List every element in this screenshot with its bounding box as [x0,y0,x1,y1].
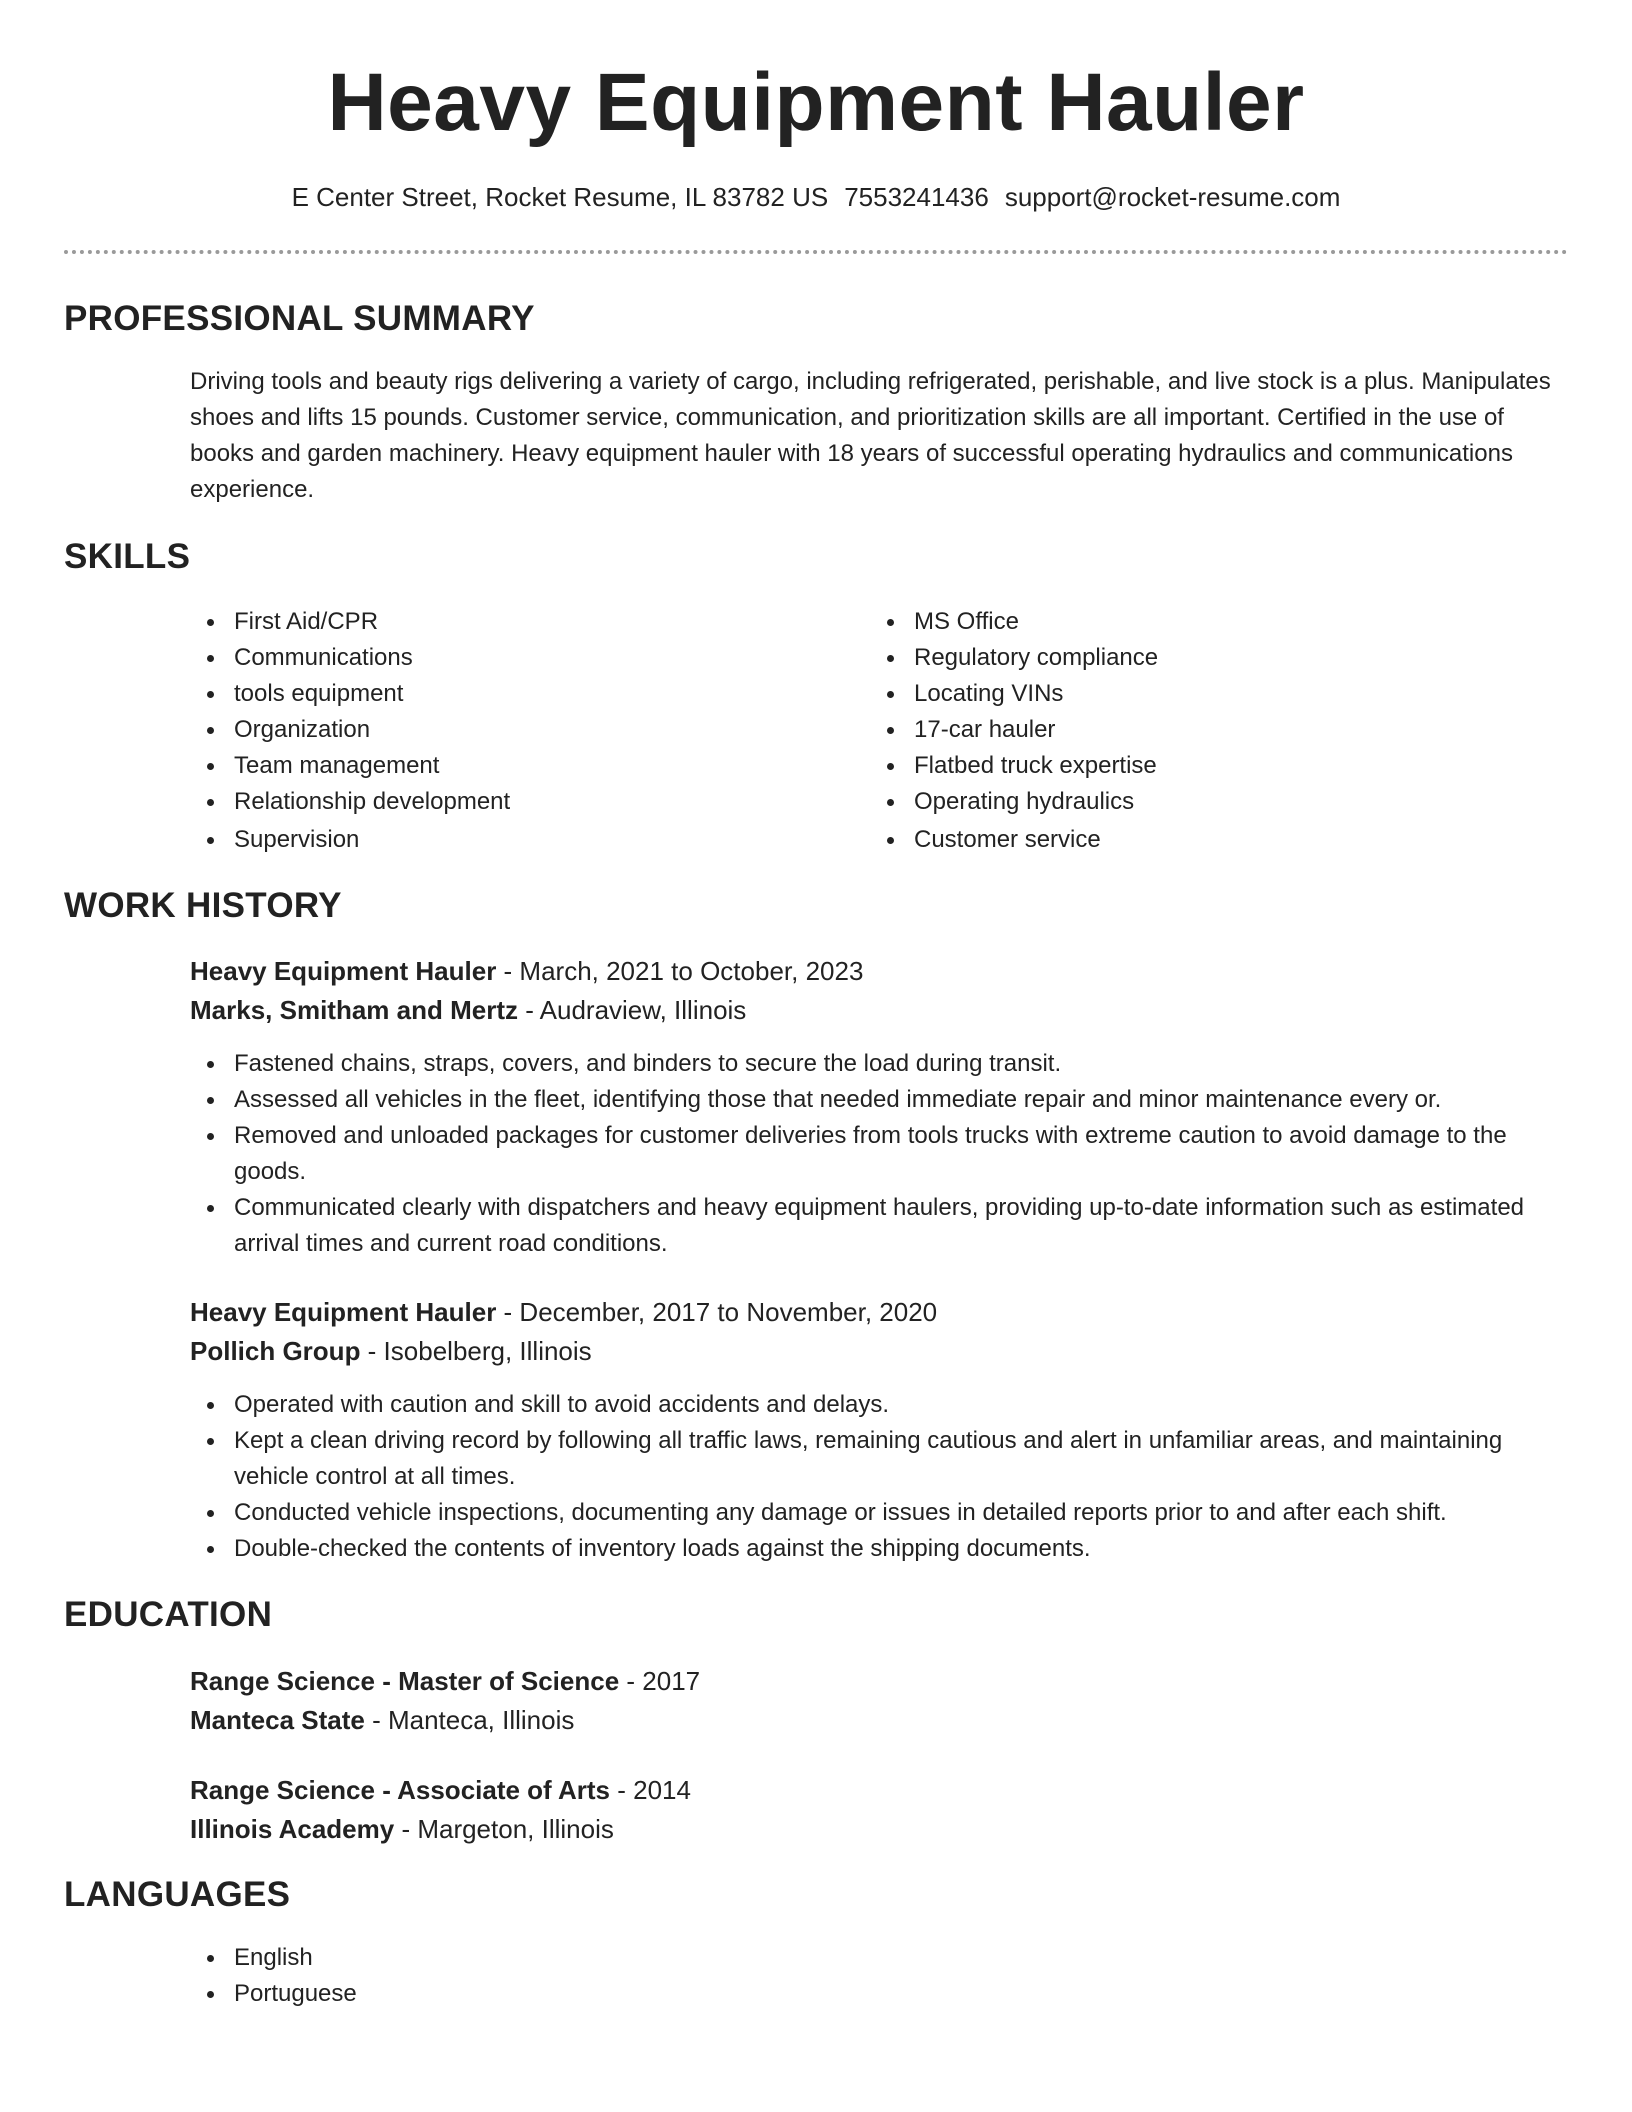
skills-list-left [190,604,810,858]
skill-item: 17-car hauler [870,712,1490,748]
education-entry [190,1662,1570,1740]
skill-item: Flatbed truck expertise [870,748,1490,784]
job-bullets [190,1046,1570,1262]
job-bullet: Communicated clearly with dispatchers and heavy equipment haulers, providing up-to-date information such as estimated arrival times and current road conditions. [190,1190,1570,1262]
job-bullet: Double-checked the contents of inventory loads against the shipping documents. [190,1531,1570,1567]
skill-item: MS Office [870,604,1490,640]
job-company: Marks, Smitham and Mertz [190,995,518,1025]
job-title-line [190,952,1570,991]
summary-text: Driving tools and beauty rigs delivering a variety of cargo, including refrigerated, perishable, and live stock is a plus. Manipulates shoes and lifts 15 pounds. Customer service, communication, and prioritization skills are all important. Certified in the use of books and garden machinery. Heavy equipment hauler with 18 years of successful operating hydraulics and communications experience. [190,368,1551,503]
education-degree: Range Science - Associate of Arts [190,1775,610,1805]
contact-phone: 7553241436 [844,182,989,212]
skill-item: Regulatory compliance [870,640,1490,676]
skill-item: Organization [190,712,810,748]
languages-list [190,1940,810,2012]
education-entry [190,1771,1570,1849]
job-dates: - December, 2017 to November, 2020 [496,1297,938,1327]
job-company-line [190,991,1570,1030]
candidate-name: Heavy Equipment Hauler [327,57,1305,148]
contact-address: E Center Street, Rocket Resume, IL 83782 US [291,182,829,212]
job-dates: - March, 2021 to October, 2023 [496,956,864,986]
education-year: - 2017 [619,1666,701,1696]
education-degree-line [190,1662,1570,1701]
job-role: Heavy Equipment Hauler [190,1297,497,1327]
job-company-line [190,1332,1570,1371]
education-year: - 2014 [610,1775,691,1805]
education-school-line [190,1810,1570,1849]
skill-item: Relationship development [190,784,810,820]
education-location: - Manteca, Illinois [364,1705,575,1735]
job-location: - Audraview, Illinois [517,995,747,1025]
job-bullet: Fastened chains, straps, covers, and binders to secure the load during transit. [190,1046,1570,1082]
skill-item: Supervision [190,822,810,858]
education-school-line [190,1701,1570,1740]
education-degree-line [190,1771,1570,1810]
skill-item: Locating VINs [870,676,1490,712]
skill-item: Communications [190,640,810,676]
job-role: Heavy Equipment Hauler [190,956,497,986]
section-title-languages: LANGUAGES [64,1875,291,1914]
job-entry [190,952,1570,1262]
section-title-education: EDUCATION [64,1595,273,1634]
job-bullet: Removed and unloaded packages for customer deliveries from tools trucks with extreme caution to avoid damage to the goods. [190,1118,1570,1190]
job-bullet: Assessed all vehicles in the fleet, identifying those that needed immediate repair and minor maintenance every or. [190,1082,1570,1118]
education-school: Manteca State [190,1705,365,1735]
section-title-skills: SKILLS [64,537,191,576]
skill-item: First Aid/CPR [190,604,810,640]
header-divider [64,250,1568,254]
skill-item: tools equipment [190,676,810,712]
contact-email: support@rocket-resume.com [1004,182,1341,212]
job-bullet: Operated with caution and skill to avoid accidents and delays. [190,1387,1570,1423]
job-bullets [190,1387,1570,1567]
section-title-summary: PROFESSIONAL SUMMARY [64,299,535,338]
job-location: - Isobelberg, Illinois [360,1336,592,1366]
language-item: English [190,1940,810,1976]
skills-list-right [870,604,1490,858]
language-item: Portuguese [190,1976,810,2012]
section-title-work-history: WORK HISTORY [64,886,342,925]
education-school: Illinois Academy [190,1814,395,1844]
education-degree: Range Science - Master of Science [190,1666,620,1696]
skill-item: Operating hydraulics [870,784,1490,820]
skill-item: Team management [190,748,810,784]
education-location: - Margeton, Illinois [394,1814,614,1844]
job-bullet: Conducted vehicle inspections, documenting any damage or issues in detailed reports prior to and after each shift. [190,1495,1570,1531]
job-entry [190,1293,1570,1567]
contact-line [64,182,1568,213]
job-title-line [190,1293,1570,1332]
skill-item: Customer service [870,822,1490,858]
job-company: Pollich Group [190,1336,361,1366]
job-bullet: Kept a clean driving record by following all traffic laws, remaining cautious and alert in unfamiliar areas, and maintaining vehicle control at all times. [190,1423,1570,1495]
